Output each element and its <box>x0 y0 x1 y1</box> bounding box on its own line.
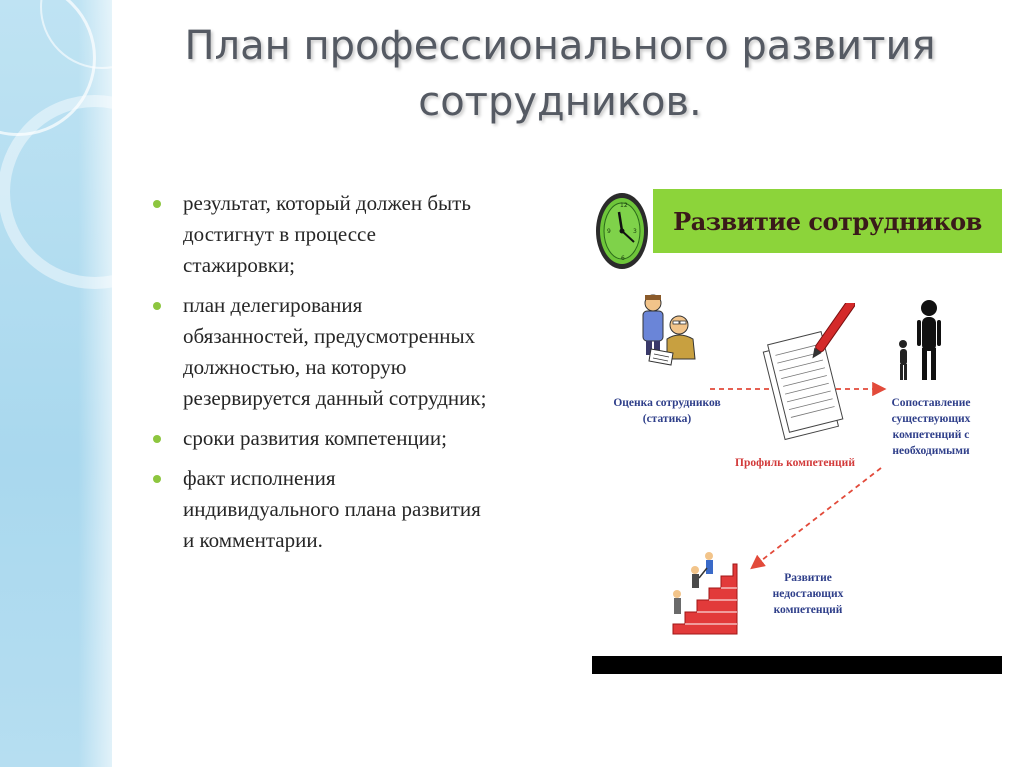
bottom-bar <box>592 656 1002 674</box>
label-assessment: Оценка сотрудников (статика) <box>613 397 721 425</box>
bullet-dot-icon <box>153 302 161 310</box>
bullet-text: результат, который должен быть достигнут в процессе стажировки; <box>183 191 471 277</box>
svg-text:3: 3 <box>633 228 637 235</box>
bullet-item <box>150 188 490 281</box>
career-stairs-icon <box>663 548 741 636</box>
assessment-people-icon <box>637 293 699 369</box>
bullet-dot-icon <box>153 475 161 483</box>
documents-pen-icon <box>760 303 855 445</box>
employee-development-diagram <box>585 185 1005 680</box>
bullet-item <box>150 290 490 414</box>
svg-text:12: 12 <box>620 202 628 209</box>
bullet-item <box>150 463 490 556</box>
label-comparison: Сопоставление существующих компетенций с необходимыми <box>891 397 971 457</box>
band-glow <box>0 0 112 767</box>
decorative-left-band <box>0 0 112 767</box>
bullet-text: сроки развития компетенции; <box>183 426 447 450</box>
bullet-text: план делегирования обязанностей, предусмотренных должностью, на которую резервируется данный сотрудник; <box>183 293 487 410</box>
svg-text:6: 6 <box>621 255 625 262</box>
people-silhouettes-icon <box>897 298 947 386</box>
bullet-dot-icon <box>153 435 161 443</box>
slide-title: План профессионального развития сотрудников. <box>184 23 936 125</box>
bullet-dot-icon <box>153 200 161 208</box>
banner-title: Развитие сотрудников <box>673 206 982 236</box>
bullet-list <box>150 188 490 565</box>
bullet-text: факт исполнения индивидуального плана развития и комментарии. <box>183 466 481 552</box>
label-development: Развитие недостающих компетенций <box>772 572 844 616</box>
label-competency-profile: Профиль компетенций <box>735 457 855 469</box>
svg-text:9: 9 <box>607 228 611 235</box>
bullet-item <box>150 423 490 454</box>
